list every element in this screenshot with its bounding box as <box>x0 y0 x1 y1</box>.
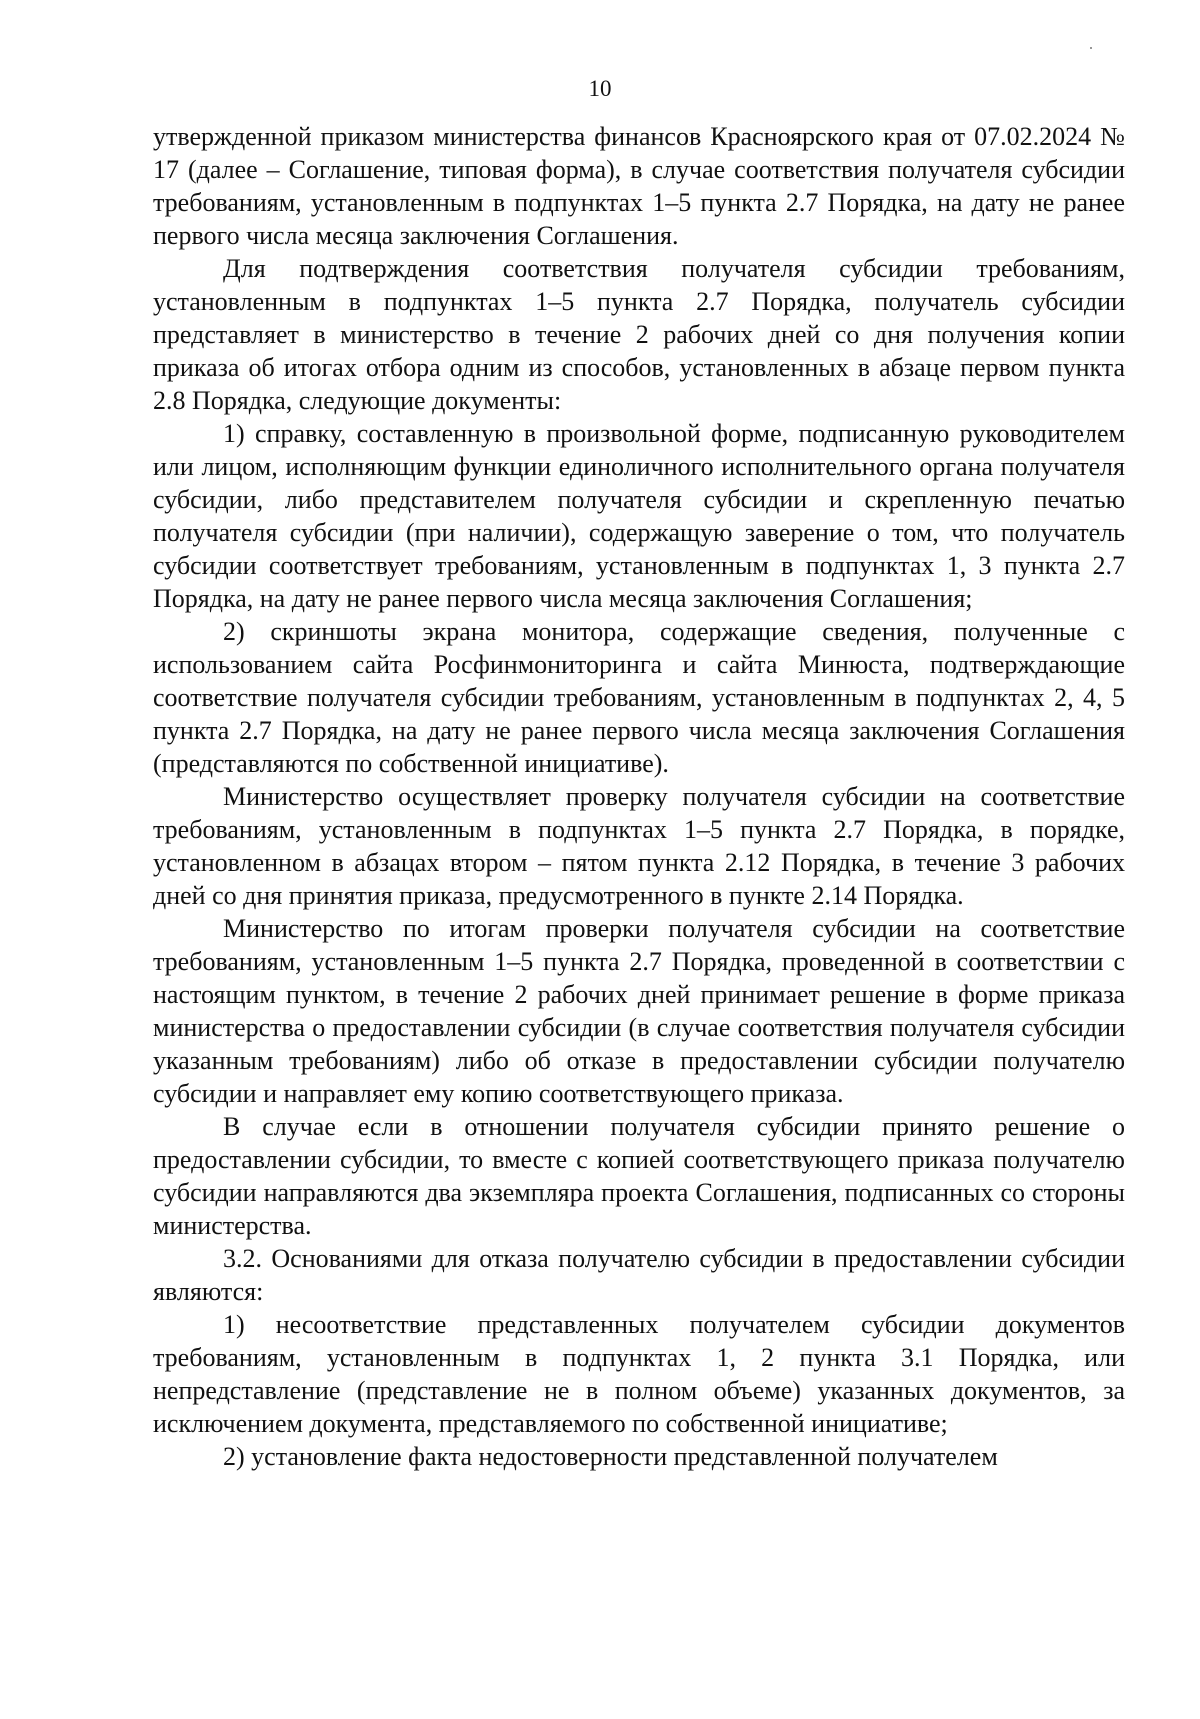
paragraph-continuation: утвержденной приказом министерства финансов Красноярского края от 07.02.2024 № 17 (далее – Соглашение, типовая форма), в случае соответствия получателя субсидии требованиям, установленным в подпунктах 1–5 пункта 2.7 Порядка, на дату не ранее первого числа месяца заключения Соглашения. <box>153 122 1125 250</box>
paragraph-agreement-copies: В случае если в отношении получателя субсидии принято решение о предоставлении субсидии, то вместе с копией соответствующего приказа получателю субсидии направляются два экземпляра проекта Соглашения, подписанных со стороны министерства. <box>153 1112 1125 1240</box>
paragraph-ministry-decision: Министерство по итогам проверки получателя субсидии на соответствие требованиям, установленным 1–5 пункта 2.7 Порядка, проведенной в соответствии с настоящим пунктом, в течение 2 рабочих дней принимает решение в форме приказа министерства о предоставлении субсидии (в случае соответствия получателя субсидии указанным требованиям) либо об отказе в предоставлении субсидии получателю субсидии и направляет ему копию соответствующего приказа. <box>153 914 1125 1108</box>
document-body <box>153 120 1125 1473</box>
page-number: 10 <box>588 76 612 101</box>
paragraph-ministry-check: Министерство осуществляет проверку получателя субсидии на соответствие требованиям, установленным в подпунктах 1–5 пункта 2.7 Порядка, в порядке, установленном в абзацах втором – пятом пункта 2.12 Порядка, в течение 3 рабочих дней со дня принятия приказа, предусмотренного в пункте 2.14 Порядка. <box>153 782 1125 910</box>
list-item-2-screenshots: 2) скриншоты экрана монитора, содержащие сведения, полученные с использованием сайта Росфинмониторинга и сайта Минюста, подтверждающие соответствие получателя субсидии требованиям, установленным в подпунктах 2, 4, 5 пункта 2.7 Порядка, на дату не ранее первого числа месяца заключения Соглашения (представляются по собственной инициативе). <box>153 617 1125 778</box>
paragraph-3-2-refusal-grounds: 3.2. Основаниями для отказа получателю субсидии в предоставлении субсидии являются: <box>153 1244 1125 1306</box>
paragraph-documents-intro: Для подтверждения соответствия получателя субсидии требованиям, установленным в подпунктах 1–5 пункта 2.7 Порядка, получатель субсидии представляет в министерство в течение 2 рабочих дней со дня получения копии приказа об итогах отбора одним из способов, установленных в абзаце первом пункта 2.8 Порядка, следующие документы: <box>153 254 1125 415</box>
list-item-1-certificate: 1) справку, составленную в произвольной форме, подписанную руководителем или лицом, исполняющим функции единоличного исполнительного органа получателя субсидии, либо представителем получателя субсидии и скрепленную печатью получателя субсидии (при наличии), содержащую заверение о том, что получатель субсидии соответствует требованиям, установленным в подпунктах 1, 3 пункта 2.7 Порядка, на дату не ранее первого числа месяца заключения Соглашения; <box>153 419 1125 613</box>
list-item-2-unreliability: 2) установление факта недостоверности представленной получателем <box>223 1442 998 1471</box>
list-item-1-nonconformity: 1) несоответствие представленных получателем субсидии документов требованиям, установленным в подпунктах 1, 2 пункта 3.1 Порядка, или непредставление (представление не в полном объеме) указанных документов, за исключением документа, представляемого по собственной инициативе; <box>153 1310 1125 1438</box>
scan-artifact-dot <box>1090 47 1092 49</box>
